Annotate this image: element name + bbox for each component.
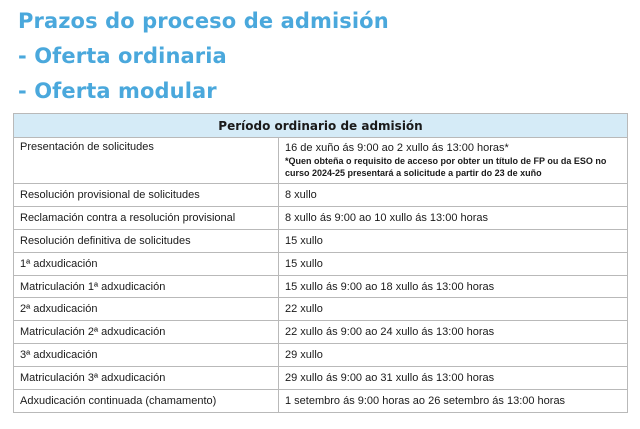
table-row (14, 367, 628, 390)
table-row (14, 298, 628, 321)
row-label: Resolución provisional de solicitudes (14, 184, 279, 207)
table-row (14, 321, 628, 344)
row-label: Reclamación contra a resolución provisional (14, 206, 279, 229)
row-label: 3ª adxudicación (14, 344, 279, 367)
row-label: 2ª adxudicación (14, 298, 279, 321)
row-label: Matriculación 3ª adxudicación (14, 367, 279, 390)
table-header: Período ordinario de admisión (14, 114, 628, 138)
row-value (279, 138, 628, 184)
table-row (14, 390, 628, 413)
row-value: 29 xullo ás 9:00 ao 31 xullo ás 13:00 horas (279, 367, 628, 390)
row-value: 8 xullo (279, 184, 628, 207)
table-row (14, 229, 628, 252)
admission-schedule-table (13, 113, 628, 413)
table-row (14, 138, 628, 184)
row-value-text: 16 de xuño ás 9:00 ao 2 xullo ás 13:00 horas* (285, 142, 509, 154)
row-label: Matriculación 2ª adxudicación (14, 321, 279, 344)
row-value: 1 setembro ás 9:00 horas ao 26 setembro ás 13:00 horas (279, 390, 628, 413)
row-label: Presentación de solicitudes (14, 138, 279, 184)
row-note: *Quen obteña o requisito de acceso por obter un título de FP ou da ESO no curso 2024-25 presentará a solicitude a partir do 23 de xuño (285, 156, 607, 178)
row-value: 15 xullo ás 9:00 ao 18 xullo ás 13:00 horas (279, 275, 628, 298)
subtitle-modular-offer: - Oferta modular (18, 79, 217, 103)
row-value: 8 xullo ás 9:00 ao 10 xullo ás 13:00 horas (279, 206, 628, 229)
subtitle-ordinary-offer: - Oferta ordinaria (18, 44, 227, 68)
table-row (14, 184, 628, 207)
table-row (14, 252, 628, 275)
table-row (14, 344, 628, 367)
headings (18, 4, 628, 109)
row-value: 22 xullo (279, 298, 628, 321)
row-value: 29 xullo (279, 344, 628, 367)
row-value: 22 xullo ás 9:00 ao 24 xullo ás 13:00 horas (279, 321, 628, 344)
table-row (14, 275, 628, 298)
row-label: Resolución definitiva de solicitudes (14, 229, 279, 252)
page-title: Prazos do proceso de admisión (18, 9, 389, 33)
row-value: 15 xullo (279, 229, 628, 252)
table-row (14, 206, 628, 229)
row-label: Adxudicación continuada (chamamento) (14, 390, 279, 413)
row-label: 1ª adxudicación (14, 252, 279, 275)
row-label: Matriculación 1ª adxudicación (14, 275, 279, 298)
row-value: 15 xullo (279, 252, 628, 275)
table-header-row (14, 114, 628, 138)
